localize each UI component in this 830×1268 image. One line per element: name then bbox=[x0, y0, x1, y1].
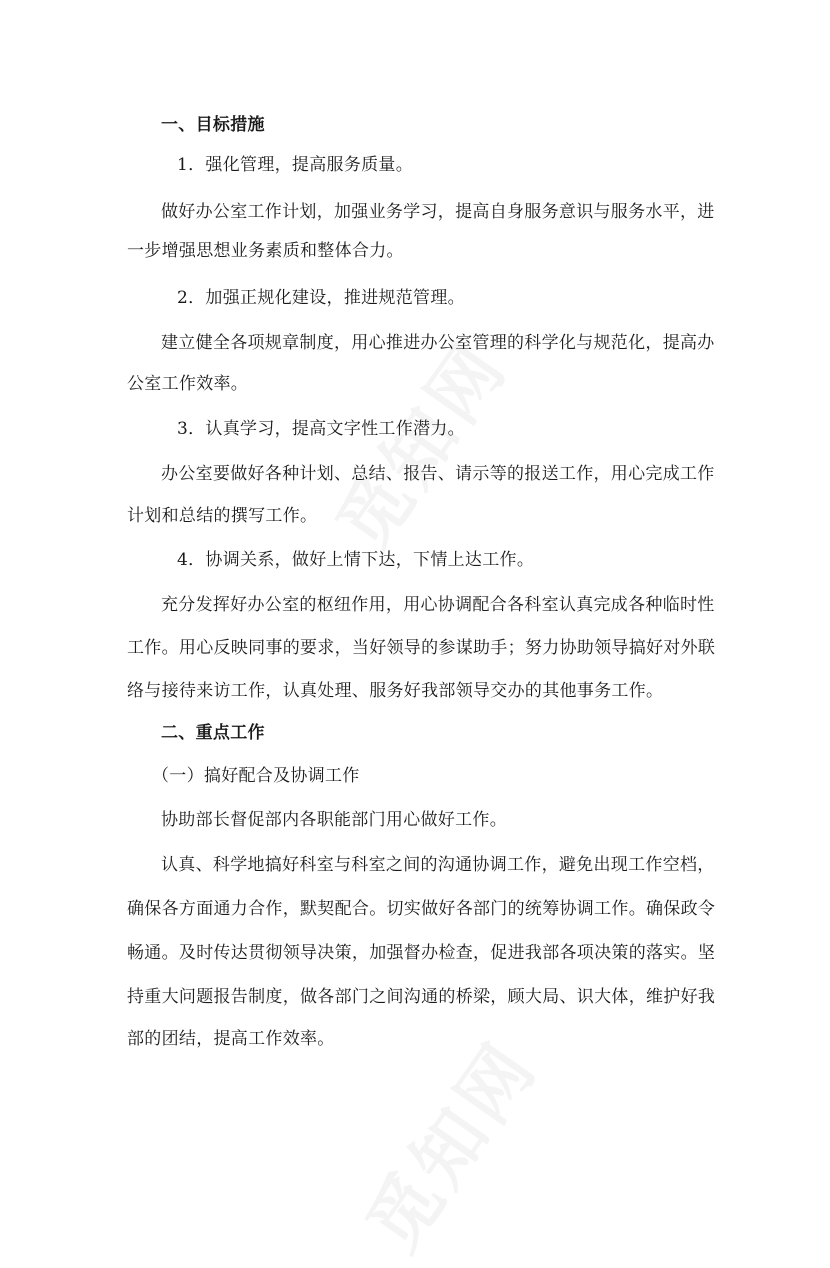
item-2-body-line-1: 建立健全各项规章制度，用心推进办公室管理的科学化与规范化，提高办 bbox=[161, 333, 715, 353]
item-1-body-line-2: 一步增强思想业务素质和整体合力。 bbox=[127, 241, 404, 261]
item-4-body-line-1: 充分发挥好办公室的枢纽作用，用心协调配合各科室认真完成各种临时性 bbox=[161, 595, 715, 615]
subsection-1-para-2-line-3: 畅通。及时传达贯彻领导决策，加强督办检查，促进我部各项决策的落实。坚 bbox=[127, 943, 716, 963]
item-3-body-line-1: 办公室要做好各种计划、总结、报告、请示等的报送工作，用心完成工作 bbox=[161, 464, 715, 484]
subsection-1-para-2-line-1: 认真、科学地搞好科室与科室之间的沟通协调工作，避免出现工作空档， bbox=[161, 855, 715, 875]
subsection-1-para-1: 协助部长督促部内各职能部门用心做好工作。 bbox=[161, 810, 507, 830]
item-2-title: 2．加强正规化建设，推进规范管理。 bbox=[177, 288, 465, 308]
watermark-top bbox=[307, 316, 526, 567]
subsection-1-para-2-line-2: 确保各方面通力合作，默契配合。切实做好各部门的统筹协调工作。确保政令 bbox=[127, 899, 716, 919]
item-2-body-line-2: 公室工作效率。 bbox=[127, 374, 249, 394]
item-1-body-line-1: 做好办公室工作计划，加强业务学习，提高自身服务意识与服务水平，进 bbox=[161, 202, 715, 222]
item-4-body-line-2: 工作。用心反映同事的要求，当好领导的参谋助手；努力协助领导搞好对外联 bbox=[127, 638, 716, 658]
subsection-1-title: （一）搞好配合及协调工作 bbox=[152, 766, 360, 786]
item-4-body-line-3: 络与接待来访工作，认真处理、服务好我部领导交办的其他事务工作。 bbox=[127, 681, 664, 701]
item-1-title: 1．强化管理，提高服务质量。 bbox=[177, 155, 414, 175]
item-3-body-line-2: 计划和总结的撰写工作。 bbox=[127, 506, 318, 526]
section-heading-1: 一、目标措施 bbox=[161, 115, 265, 135]
subsection-1-para-2-line-5: 部的团结，提高工作效率。 bbox=[127, 1029, 335, 1049]
item-4-title: 4．协调关系，做好上情下达，下情上达工作。 bbox=[177, 550, 535, 570]
subsection-1-para-2-line-4: 持重大问题报告制度，做各部门之间沟通的桥梁，顾大局、识大体，维护好我 bbox=[127, 987, 716, 1007]
watermark-bottom bbox=[337, 1016, 556, 1267]
item-3-title: 3．认真学习，提高文字性工作潜力。 bbox=[177, 419, 465, 439]
section-heading-2: 二、重点工作 bbox=[161, 723, 265, 743]
